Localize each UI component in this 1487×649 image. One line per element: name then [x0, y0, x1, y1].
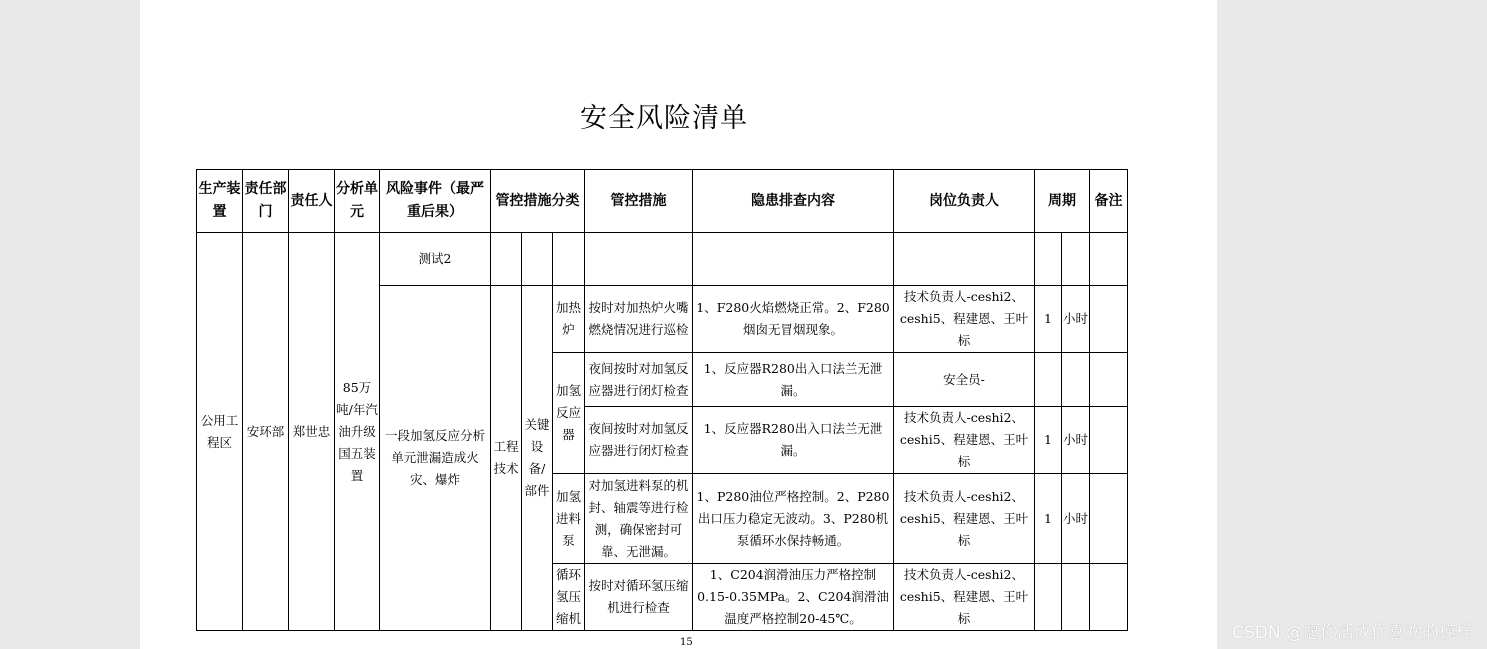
- cell-equipment: 加氢进料泵: [553, 474, 585, 564]
- cell-measure: 夜间按时对加氢反应器进行闭灯检查: [585, 407, 693, 474]
- cell-post: 安全员-: [894, 353, 1035, 407]
- header-dept: 责任部门: [243, 170, 289, 233]
- page-number: 15: [680, 637, 693, 648]
- watermark: CSDN @愿你活成你喜欢的模样: [1232, 623, 1473, 643]
- cell-measure: 按时对加热炉火嘴燃烧情况进行巡检: [585, 286, 693, 353]
- cell-measure: 夜间按时对加氢反应器进行闭灯检查: [585, 353, 693, 407]
- header-person: 责任人: [289, 170, 335, 233]
- cell-empty: [585, 233, 693, 286]
- cell-empty: [522, 233, 553, 286]
- cell-cycle-unit: 小时: [1062, 286, 1090, 353]
- cell-remark: [1090, 474, 1128, 564]
- page-title: 安全风险清单: [580, 103, 748, 134]
- cell-cycle-unit: [1062, 564, 1090, 631]
- cell-remark: [1090, 564, 1128, 631]
- cell-content: 1、P280油位严格控制。2、P280出口压力稳定无波动。3、P280机泵循环水保持畅通。: [693, 474, 894, 564]
- header-unit: 分析单元: [335, 170, 380, 233]
- cell-cycle-unit: 小时: [1062, 407, 1090, 474]
- cell-remark: [1090, 407, 1128, 474]
- cell-content: 1、反应器R280出入口法兰无泄漏。: [693, 407, 894, 474]
- header-cycle: 周期: [1035, 170, 1090, 233]
- cell-device: 公用工程区: [197, 233, 243, 631]
- cell-content: 1、F280火焰燃烧正常。2、F280烟囱无冒烟现象。: [693, 286, 894, 353]
- cell-cycle-unit: [1062, 353, 1090, 407]
- cell-dept: 安环部: [243, 233, 289, 631]
- cell-empty: [693, 233, 894, 286]
- risk-table: [196, 169, 1128, 631]
- header-device: 生产装置: [197, 170, 243, 233]
- cell-empty: [1062, 233, 1090, 286]
- cell-event-test: 测试2: [380, 233, 491, 286]
- cell-cycle-number: 1: [1035, 407, 1062, 474]
- cell-empty: [1035, 233, 1062, 286]
- cell-post: 技术负责人-ceshi2、ceshi5、程建恩、王叶标: [894, 564, 1035, 631]
- cell-measure: 按时对循环氢压缩机进行检查: [585, 564, 693, 631]
- cell-measure: 对加氢进料泵的机封、轴震等进行检测，确保密封可靠、无泄漏。: [585, 474, 693, 564]
- cell-category-1: 工程技术: [491, 286, 522, 631]
- header-remark: 备注: [1090, 170, 1128, 233]
- cell-cycle-number: [1035, 564, 1062, 631]
- cell-cycle-number: 1: [1035, 474, 1062, 564]
- cell-cycle-number: [1035, 353, 1062, 407]
- header-content: 隐患排查内容: [693, 170, 894, 233]
- cell-event-main: 一段加氢反应分析单元泄漏造成火灾、爆炸: [380, 286, 491, 631]
- table-header-row: [197, 170, 1128, 233]
- header-category: 管控措施分类: [491, 170, 585, 233]
- cell-post: 技术负责人-ceshi2、ceshi5、程建恩、王叶标: [894, 286, 1035, 353]
- header-post: 岗位负责人: [894, 170, 1035, 233]
- cell-content: 1、C204润滑油压力严格控制0.15-0.35MPa。2、C204润滑油温度严格控制20-45℃。: [693, 564, 894, 631]
- cell-empty: [553, 233, 585, 286]
- cell-cycle-number: 1: [1035, 286, 1062, 353]
- cell-content: 1、反应器R280出入口法兰无泄漏。: [693, 353, 894, 407]
- document-page: [140, 0, 1217, 649]
- cell-equipment: 循环氢压缩机: [553, 564, 585, 631]
- header-event: 风险事件（最严重后果）: [380, 170, 491, 233]
- cell-category-2: 关键设备/部件: [522, 286, 553, 631]
- cell-cycle-unit: 小时: [1062, 474, 1090, 564]
- cell-remark: [1090, 286, 1128, 353]
- cell-equipment: 加热炉: [553, 286, 585, 353]
- cell-person: 郑世忠: [289, 233, 335, 631]
- cell-post: 技术负责人-ceshi2、ceshi5、程建恩、王叶标: [894, 474, 1035, 564]
- cell-unit: 85万吨/年汽油升级国五装置: [335, 233, 380, 631]
- table-row: [197, 233, 1128, 286]
- cell-remark: [1090, 353, 1128, 407]
- cell-equipment: 加氢反应器: [553, 353, 585, 474]
- header-measure: 管控措施: [585, 170, 693, 233]
- cell-empty: [491, 233, 522, 286]
- cell-post: 技术负责人-ceshi2、ceshi5、程建恩、王叶标: [894, 407, 1035, 474]
- cell-empty: [1090, 233, 1128, 286]
- cell-empty: [894, 233, 1035, 286]
